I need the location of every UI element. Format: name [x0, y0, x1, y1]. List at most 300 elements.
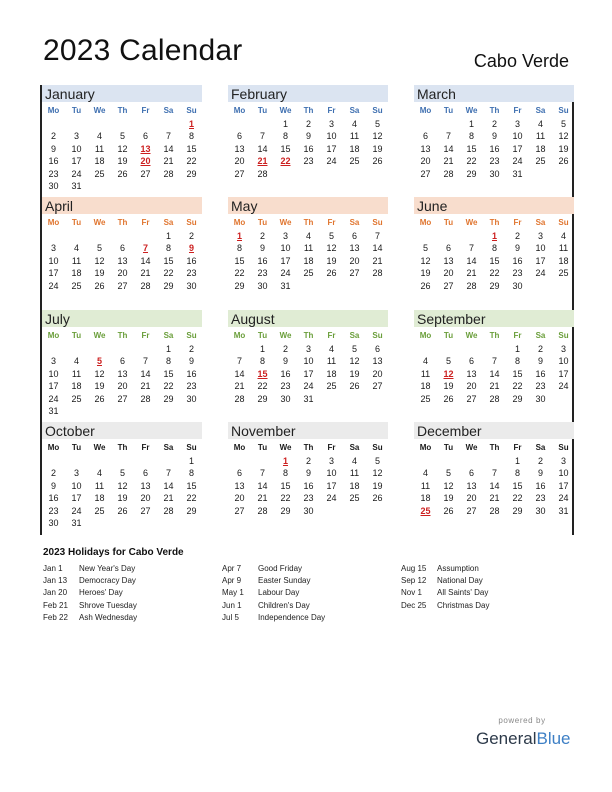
- day-cell: 2: [537, 344, 543, 354]
- weekday-label: We: [93, 331, 106, 340]
- weekday-label: Th: [117, 443, 128, 452]
- day-cell: 15: [466, 143, 477, 154]
- day-cell: 1: [514, 456, 520, 466]
- day-cell: 18: [535, 143, 546, 154]
- day-cell: 17: [48, 268, 59, 279]
- month-name: April: [45, 198, 74, 214]
- day-cell: 4: [422, 468, 428, 479]
- weekday-label: Fr: [327, 443, 336, 452]
- day-cell: 10: [558, 356, 569, 367]
- day-cell: 20: [234, 493, 245, 504]
- day-cell: 12: [372, 131, 383, 142]
- weekday-label: Su: [558, 331, 569, 340]
- day-cell: 26: [117, 168, 128, 179]
- day-cell: 9: [537, 468, 543, 479]
- holiday-date: Jul 5: [222, 612, 239, 622]
- weekday-label: Mo: [419, 106, 432, 115]
- month-july: [42, 310, 202, 422]
- month-name: September: [417, 311, 486, 327]
- month-october: [42, 422, 202, 534]
- weekday-label: Fr: [327, 106, 336, 115]
- day-cell: 15: [186, 143, 197, 154]
- month-september: [414, 310, 574, 422]
- weekday-label: Th: [489, 218, 500, 227]
- day-cell: 27: [466, 393, 477, 404]
- generalblue-logo[interactable]: [476, 729, 571, 749]
- weekday-label: Fr: [327, 331, 336, 340]
- day-cell: 20: [466, 493, 477, 504]
- day-cell: 7: [165, 468, 171, 479]
- day-cell: 9: [514, 243, 520, 254]
- weekday-label: Su: [186, 218, 197, 227]
- day-cell: 2: [282, 344, 288, 354]
- weekday-label: We: [279, 331, 292, 340]
- weekday-label: Su: [372, 443, 383, 452]
- day-cell: 22: [466, 156, 477, 167]
- day-cell: 5: [560, 119, 566, 129]
- day-cell: 17: [558, 480, 569, 491]
- day-cell: 20: [117, 381, 128, 392]
- day-cell: 6: [142, 468, 148, 479]
- day-cell: 15: [163, 255, 174, 266]
- day-cell: 8: [236, 243, 242, 254]
- day-cell: 18: [94, 156, 105, 167]
- day-cell: 17: [558, 368, 569, 379]
- day-cell: 17: [535, 255, 546, 266]
- day-cell: 3: [50, 356, 56, 367]
- day-cell: 4: [73, 356, 79, 367]
- weekday-label: Tu: [257, 106, 268, 115]
- day-cell: 2: [491, 119, 497, 129]
- day-cell: 16: [280, 368, 291, 379]
- day-cell: 8: [282, 131, 288, 142]
- day-cell: 16: [512, 255, 523, 266]
- day-cell: 30: [535, 505, 546, 516]
- day-cell: 15: [280, 480, 291, 491]
- day-cell: 22: [186, 156, 197, 167]
- day-cell: 21: [443, 156, 454, 167]
- day-cell: 3: [560, 344, 566, 354]
- day-cell: 28: [234, 393, 245, 404]
- day-cell: 4: [560, 231, 566, 241]
- weekday-label: Sa: [535, 106, 546, 115]
- holiday-day: 1: [282, 456, 288, 466]
- day-cell: 2: [514, 231, 520, 241]
- weekday-label: Sa: [163, 218, 174, 227]
- day-cell: 2: [188, 231, 194, 241]
- day-cell: 10: [48, 368, 59, 379]
- weekday-label: Sa: [535, 218, 546, 227]
- weekday-label: Th: [303, 218, 314, 227]
- day-cell: 21: [372, 255, 383, 266]
- day-cell: 11: [349, 131, 360, 142]
- weekday-label: Sa: [163, 106, 174, 115]
- day-cell: 24: [326, 156, 337, 167]
- day-cell: 5: [96, 243, 102, 254]
- weekday-label: Sa: [349, 218, 360, 227]
- month-header-bar: [414, 197, 574, 214]
- day-cell: 1: [188, 456, 194, 466]
- day-cell: 2: [188, 344, 194, 354]
- day-cell: 26: [372, 493, 383, 504]
- weekday-label: Th: [303, 443, 314, 452]
- month-name: February: [231, 86, 288, 102]
- day-cell: 29: [186, 168, 197, 179]
- day-cell: 10: [558, 468, 569, 479]
- day-cell: 20: [443, 268, 454, 279]
- day-cell: 18: [349, 480, 360, 491]
- holiday-day: 1: [188, 119, 194, 129]
- day-cell: 25: [71, 280, 82, 291]
- weekday-label: Mo: [47, 106, 60, 115]
- weekday-label: Mo: [233, 218, 246, 227]
- weekday-label: Tu: [257, 443, 268, 452]
- day-cell: 20: [140, 493, 151, 504]
- page-title: 2023 Calendar: [43, 34, 243, 67]
- day-cell: 13: [140, 480, 151, 491]
- day-cell: 11: [71, 255, 82, 266]
- month-name: March: [417, 86, 456, 102]
- weekday-label: Mo: [419, 218, 432, 227]
- day-cell: 14: [489, 368, 500, 379]
- day-cell: 25: [349, 493, 360, 504]
- day-cell: 6: [142, 131, 148, 142]
- day-cell: 26: [420, 280, 431, 291]
- day-cell: 7: [142, 356, 148, 367]
- day-cell: 30: [48, 518, 59, 528]
- day-cell: 25: [420, 393, 431, 404]
- day-cell: 29: [163, 393, 174, 404]
- holiday-day: 20: [140, 156, 151, 167]
- holiday-list-item: [43, 613, 213, 625]
- holiday-list-item: [222, 588, 392, 600]
- day-cell: 10: [280, 243, 291, 254]
- holiday-name: Democracy Day: [79, 576, 136, 586]
- day-cell: 18: [420, 493, 431, 504]
- weekday-label: We: [93, 218, 106, 227]
- day-cell: 24: [558, 493, 569, 504]
- weekday-label: Tu: [443, 443, 454, 452]
- holiday-name: Shrove Tuesday: [79, 600, 137, 610]
- holiday-list-column-1: [43, 564, 213, 625]
- day-cell: 11: [326, 356, 337, 367]
- brand-general: General: [476, 729, 537, 748]
- day-cell: 19: [443, 381, 454, 392]
- day-cell: 23: [489, 156, 500, 167]
- day-cell: 20: [420, 156, 431, 167]
- day-cell: 28: [443, 168, 454, 179]
- day-cell: 22: [186, 493, 197, 504]
- day-cell: 21: [163, 493, 174, 504]
- weekday-label: We: [465, 106, 478, 115]
- day-cell: 27: [443, 280, 454, 291]
- day-cell: 21: [140, 268, 151, 279]
- day-cell: 21: [140, 381, 151, 392]
- day-cell: 8: [491, 243, 497, 254]
- day-cell: 9: [188, 356, 194, 367]
- day-cell: 11: [420, 368, 431, 379]
- weekday-label: Su: [372, 331, 383, 340]
- day-cell: 13: [234, 143, 245, 154]
- holiday-name: Good Friday: [258, 564, 303, 573]
- day-cell: 7: [259, 131, 265, 142]
- day-cell: 28: [140, 280, 151, 291]
- holiday-list-item: [401, 588, 571, 600]
- weekday-label: Fr: [141, 443, 150, 452]
- weekday-label: Su: [372, 106, 383, 115]
- month-name: November: [231, 423, 296, 439]
- weekday-label: We: [279, 443, 292, 452]
- holiday-name: Ash Wednesday: [79, 612, 138, 622]
- holiday-list-item: [222, 564, 392, 576]
- weekday-label: Fr: [513, 218, 522, 227]
- day-cell: 11: [420, 480, 431, 491]
- weekday-label: Tu: [71, 106, 82, 115]
- weekday-label: Su: [558, 443, 569, 452]
- holiday-name: All Saints' Day: [437, 588, 489, 598]
- day-cell: 19: [372, 480, 383, 491]
- month-may: [228, 197, 388, 309]
- day-cell: 18: [71, 268, 82, 279]
- holiday-name: Heroes' Day: [79, 588, 123, 598]
- day-cell: 10: [71, 480, 82, 491]
- day-cell: 3: [282, 231, 288, 241]
- day-cell: 21: [489, 381, 500, 392]
- day-cell: 4: [328, 344, 334, 354]
- day-cell: 20: [466, 381, 477, 392]
- month-header-bar: [228, 197, 388, 214]
- day-cell: 20: [349, 255, 360, 266]
- holiday-day: 13: [140, 143, 151, 154]
- day-cell: 4: [351, 119, 357, 129]
- day-cell: 11: [303, 243, 314, 254]
- day-cell: 14: [234, 368, 245, 379]
- month-header-bar: [42, 197, 202, 214]
- day-cell: 17: [48, 381, 59, 392]
- day-cell: 24: [326, 493, 337, 504]
- day-cell: 4: [96, 131, 102, 142]
- day-cell: 12: [443, 480, 454, 491]
- day-cell: 25: [71, 393, 82, 404]
- holiday-day: 9: [188, 243, 194, 254]
- day-cell: 24: [48, 393, 59, 404]
- weekday-label: Sa: [163, 443, 174, 452]
- day-cell: 30: [512, 280, 523, 291]
- holiday-day: 15: [257, 368, 268, 379]
- day-cell: 25: [303, 268, 314, 279]
- day-cell: 7: [165, 131, 171, 142]
- day-cell: 31: [558, 505, 569, 516]
- day-cell: 23: [186, 381, 197, 392]
- day-cell: 26: [443, 505, 454, 516]
- day-cell: 27: [234, 168, 245, 179]
- weekday-label: Mo: [47, 443, 60, 452]
- day-cell: 17: [326, 143, 337, 154]
- weekday-label: Mo: [47, 331, 60, 340]
- day-cell: 22: [280, 493, 291, 504]
- day-cell: 23: [535, 493, 546, 504]
- day-cell: 2: [50, 131, 56, 142]
- weekday-label: Fr: [513, 106, 522, 115]
- holiday-date: Aug 15: [401, 564, 427, 573]
- day-cell: 15: [186, 480, 197, 491]
- holidays-title: 2023 Holidays for Cabo Verde: [43, 547, 184, 558]
- month-header-bar: [228, 310, 388, 327]
- day-cell: 26: [372, 156, 383, 167]
- day-cell: 19: [443, 493, 454, 504]
- weekday-label: Mo: [233, 331, 246, 340]
- holiday-date: Nov 1: [401, 588, 422, 598]
- weekday-label: Tu: [443, 218, 454, 227]
- holiday-day: 1: [236, 231, 242, 241]
- day-cell: 10: [512, 131, 523, 142]
- day-cell: 8: [468, 131, 474, 142]
- day-cell: 24: [303, 381, 314, 392]
- day-cell: 24: [512, 156, 523, 167]
- day-cell: 11: [94, 480, 105, 491]
- day-cell: 20: [234, 156, 245, 167]
- day-cell: 25: [94, 168, 105, 179]
- holiday-list-item: [401, 564, 571, 576]
- day-cell: 9: [491, 131, 497, 142]
- day-cell: 5: [351, 344, 357, 354]
- day-cell: 29: [234, 280, 245, 291]
- weekday-label: Fr: [141, 331, 150, 340]
- day-cell: 11: [94, 143, 105, 154]
- day-cell: 28: [372, 268, 383, 279]
- month-header-bar: [42, 422, 202, 439]
- day-cell: 6: [119, 243, 125, 254]
- holiday-name: New Year's Day: [79, 564, 136, 573]
- day-cell: 28: [257, 168, 268, 179]
- month-name: August: [231, 311, 275, 327]
- day-cell: 14: [443, 143, 454, 154]
- day-cell: 12: [117, 480, 128, 491]
- day-cell: 5: [445, 356, 451, 367]
- holiday-list-column-3: [401, 564, 571, 613]
- weekday-label: We: [465, 218, 478, 227]
- weekday-label: Th: [117, 218, 128, 227]
- day-cell: 15: [234, 255, 245, 266]
- day-cell: 26: [326, 268, 337, 279]
- day-cell: 23: [257, 268, 268, 279]
- day-cell: 18: [303, 255, 314, 266]
- day-cell: 26: [117, 505, 128, 516]
- day-cell: 8: [165, 356, 171, 367]
- day-cell: 1: [165, 231, 171, 241]
- day-cell: 23: [48, 168, 59, 179]
- holiday-date: Sep 12: [401, 576, 427, 586]
- day-cell: 3: [328, 119, 334, 129]
- day-cell: 2: [259, 231, 265, 241]
- day-cell: 13: [234, 480, 245, 491]
- day-cell: 27: [117, 393, 128, 404]
- month-august: [228, 310, 388, 422]
- day-cell: 9: [305, 468, 311, 479]
- holiday-day: 22: [280, 156, 291, 167]
- day-cell: 2: [50, 468, 56, 479]
- day-cell: 17: [71, 156, 82, 167]
- holiday-name: Children's Day: [258, 600, 310, 610]
- day-cell: 10: [71, 143, 82, 154]
- holiday-date: Jan 1: [43, 564, 63, 573]
- weekday-label: Fr: [327, 218, 336, 227]
- holiday-date: Feb 21: [43, 600, 68, 610]
- day-cell: 12: [94, 368, 105, 379]
- day-cell: 1: [165, 344, 171, 354]
- day-cell: 12: [117, 143, 128, 154]
- day-cell: 3: [537, 231, 543, 241]
- month-march: [414, 85, 574, 197]
- day-cell: 12: [420, 255, 431, 266]
- day-cell: 14: [140, 255, 151, 266]
- day-cell: 17: [512, 143, 523, 154]
- day-cell: 19: [94, 381, 105, 392]
- day-cell: 26: [94, 280, 105, 291]
- day-cell: 19: [420, 268, 431, 279]
- holiday-list-column-2: [222, 564, 392, 625]
- day-cell: 3: [305, 344, 311, 354]
- day-cell: 17: [326, 480, 337, 491]
- day-cell: 23: [48, 505, 59, 516]
- holiday-name: Christmas Day: [437, 600, 490, 610]
- month-name: December: [417, 423, 482, 439]
- calendar-grid: [40, 85, 574, 535]
- day-cell: 22: [234, 268, 245, 279]
- day-cell: 18: [558, 255, 569, 266]
- day-cell: 6: [468, 356, 474, 367]
- day-cell: 4: [73, 243, 79, 254]
- day-cell: 14: [257, 143, 268, 154]
- day-cell: 1: [259, 344, 265, 354]
- day-cell: 9: [537, 356, 543, 367]
- weekday-label: Tu: [257, 218, 268, 227]
- day-cell: 20: [372, 368, 383, 379]
- day-cell: 8: [282, 468, 288, 479]
- day-cell: 19: [117, 156, 128, 167]
- country-name: Cabo Verde: [473, 51, 569, 71]
- day-cell: 15: [163, 368, 174, 379]
- weekday-label: Sa: [349, 443, 360, 452]
- day-cell: 13: [117, 368, 128, 379]
- day-cell: 4: [351, 456, 357, 466]
- day-cell: 4: [422, 356, 428, 367]
- day-cell: 14: [372, 243, 383, 254]
- day-cell: 5: [374, 456, 380, 466]
- day-cell: 11: [535, 131, 546, 142]
- day-cell: 23: [280, 381, 291, 392]
- month-january: [42, 85, 202, 197]
- day-cell: 25: [94, 505, 105, 516]
- day-cell: 25: [558, 268, 569, 279]
- day-cell: 13: [372, 356, 383, 367]
- day-cell: 3: [560, 456, 566, 466]
- day-cell: 12: [326, 243, 337, 254]
- day-cell: 8: [188, 468, 194, 479]
- day-cell: 29: [257, 393, 268, 404]
- day-cell: 13: [420, 143, 431, 154]
- day-cell: 8: [514, 468, 520, 479]
- day-cell: 23: [303, 156, 314, 167]
- day-cell: 27: [372, 381, 383, 392]
- day-cell: 12: [349, 356, 360, 367]
- weekday-label: Fr: [141, 218, 150, 227]
- holiday-list-item: [43, 564, 213, 576]
- day-cell: 14: [257, 480, 268, 491]
- powered-by-label: powered by: [498, 716, 546, 725]
- day-cell: 4: [96, 468, 102, 479]
- weekday-label: Th: [303, 331, 314, 340]
